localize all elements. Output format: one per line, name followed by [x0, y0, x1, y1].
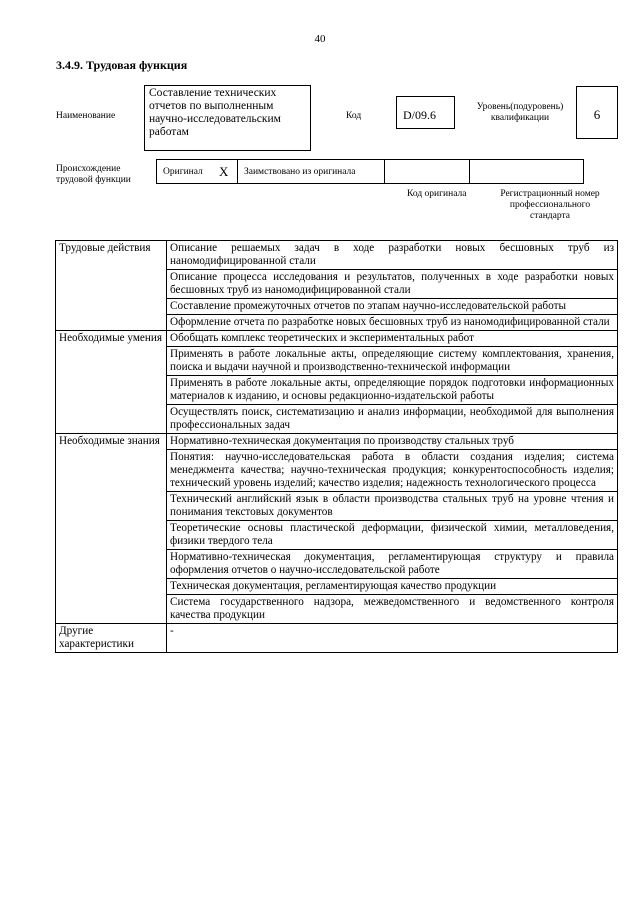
table-cell: Система государственного надзора, межведомственного и ведомственного контроля качества продукции [167, 595, 618, 624]
table-cell: Техническая документация, регламентирующая качество продукции [167, 579, 618, 595]
original-mark: X [217, 160, 238, 184]
name-value: Составление технических отчетов по выполненным научно-исследовательским работам [144, 85, 311, 151]
table-cell: Понятия: научно-исследовательская работа в области создания изделия; система менеджмента качества; научно-техническая продукция; конкурентоспособность изделия; технический уровень изделий; качество изделия; надежность технологического процесса [167, 450, 618, 492]
table-cell: Теоретические основы пластической деформации, физической химии, металловедения, физики твердого тела [167, 521, 618, 550]
table-cell: Нормативно-техническая документация, регламентирующая структуру и правила оформления отчетов о научно-исследовательской работе [167, 550, 618, 579]
original-code-cell [385, 160, 470, 184]
reg-number-cell [470, 160, 584, 184]
page-number: 40 [314, 33, 326, 45]
table-cell: - [167, 624, 618, 653]
category-cell: Трудовые действия [56, 241, 167, 331]
reg-number-caption: Регистрационный номер профессионального стандарта [500, 189, 600, 221]
table-row [56, 624, 618, 653]
level-value: 6 [576, 86, 618, 139]
table-cell: Оформление отчета по разработке новых бесшовных труб из наномодифицированной стали [167, 315, 618, 331]
section-title: 3.4.9. Трудовая функция [56, 58, 188, 72]
borrowed-label: Заимствовано из оригинала [238, 160, 385, 184]
table-row [56, 241, 618, 270]
function-details-table [55, 240, 618, 653]
table-row [56, 331, 618, 347]
name-label: Наименование [56, 111, 116, 121]
table-cell: Обобщать комплекс теоретических и экспериментальных работ [167, 331, 618, 347]
original-label: Оригинал [157, 160, 218, 184]
origin-table [156, 159, 584, 184]
original-code-caption: Код оригинала [407, 189, 467, 199]
code-value: D/09.6 [396, 96, 455, 129]
category-cell: Другие характеристики [56, 624, 167, 653]
table-cell: Нормативно-техническая документация по производству стальных труб [167, 434, 618, 450]
table-cell: Составление промежуточных отчетов по этапам научно-исследовательской работы [167, 299, 618, 315]
table-cell: Осуществлять поиск, систематизацию и анализ информации, необходимой для выполнения профессиональных задач [167, 405, 618, 434]
table-cell: Описание решаемых задач в ходе разработки новых бесшовных труб из наномодифицированной стали [167, 241, 618, 270]
origin-label: Происхождение трудовой функции [56, 164, 131, 185]
table-row [56, 434, 618, 450]
code-label: Код [346, 111, 362, 121]
category-cell: Необходимые знания [56, 434, 167, 624]
table-cell: Применять в работе локальные акты, определяющие систему комплектования, хранения, поиска и выдачи научной и производственно-технической информации [167, 347, 618, 376]
table-cell: Применять в работе локальные акты, определяющие порядок подготовки информационных материалов к изданию, и основы редакционно-издательской работы [167, 376, 618, 405]
category-cell: Необходимые умения [56, 331, 167, 434]
table-cell: Описание процесса исследования и результатов, полученных в ходе разработки новых бесшовных труб из наномодифицированной стали [167, 270, 618, 299]
table-cell: Технический английский язык в области производства стальных труб на уровне чтения и понимания текстовых документов [167, 492, 618, 521]
level-label: Уровень(подуровень) квалификации [476, 102, 564, 123]
